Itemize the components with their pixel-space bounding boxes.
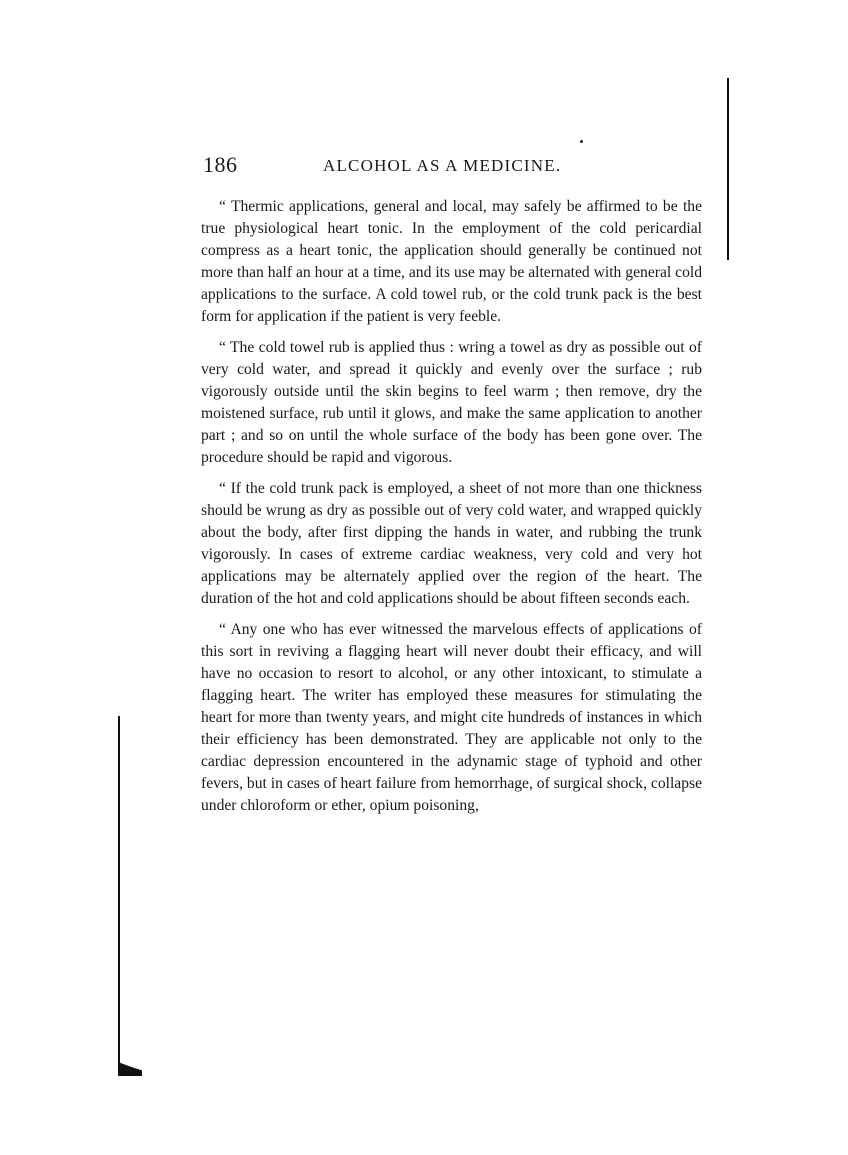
page-number: 186 [203, 152, 238, 177]
scan-margin-line-left [118, 716, 120, 1068]
paragraph-cold-trunk-pack: “ If the cold trunk pack is employed, a sheet of not more than one thickness should be wrung as dry as possible out of very cold water, and wrapped quickly about the body, after first dipping the hands in water, and rubbing the trunk vigorously. In cases of extreme cardiac weakness, very cold and very hot applications may be alternately applied over the region of the heart. The duration of the hot and cold applications should be about fifteen seconds each. [201, 480, 702, 607]
scan-margin-tab [118, 1062, 142, 1076]
scan-speck [580, 140, 583, 143]
body-text [201, 196, 702, 817]
paragraph-cold-towel-rub: “ The cold towel rub is applied thus : wring a towel as dry as possible out of very cold water, and spread it quickly and evenly over the surface ; rub vigorously outside until the skin begins to feel warm ; then remove, dry the moistened surface, rub until it glows, and make the same application to another part ; and so on until the whole surface of the body has been gone over. The procedure should be rapid and vigorous. [201, 339, 702, 466]
page-header [203, 150, 703, 180]
paragraph-thermic-applications: “ Thermic applications, general and local, may safely be affirmed to be the true physiological heart tonic. In the employment of the cold pericardial compress as a heart tonic, the application should generally be continued not more than half an hour at a time, and its use may be alternated with general cold applications to the surface. A cold towel rub, or the cold trunk pack is the best form for application if the patient is very feeble. [201, 198, 702, 325]
scan-margin-line [727, 78, 729, 260]
running-title: ALCOHOL AS A MEDICINE. [323, 156, 562, 175]
paragraph-marvelous-effects: “ Any one who has ever witnessed the marvelous effects of applications of this sort in reviving a flagging heart will never doubt their efficacy, and will have no occasion to resort to alcohol, or any other intoxicant, to stimulate a flagging heart. The writer has employed these measures for stimulating the heart for more than twenty years, and might cite hundreds of instances in which their efficiency has been demonstrated. They are applicable not only to the cardiac depression encountered in the adynamic stage of typhoid and other fevers, but in cases of heart failure from hemorrhage, of surgical shock, collapse under chloroform or ether, opium poisoning, [201, 621, 702, 814]
